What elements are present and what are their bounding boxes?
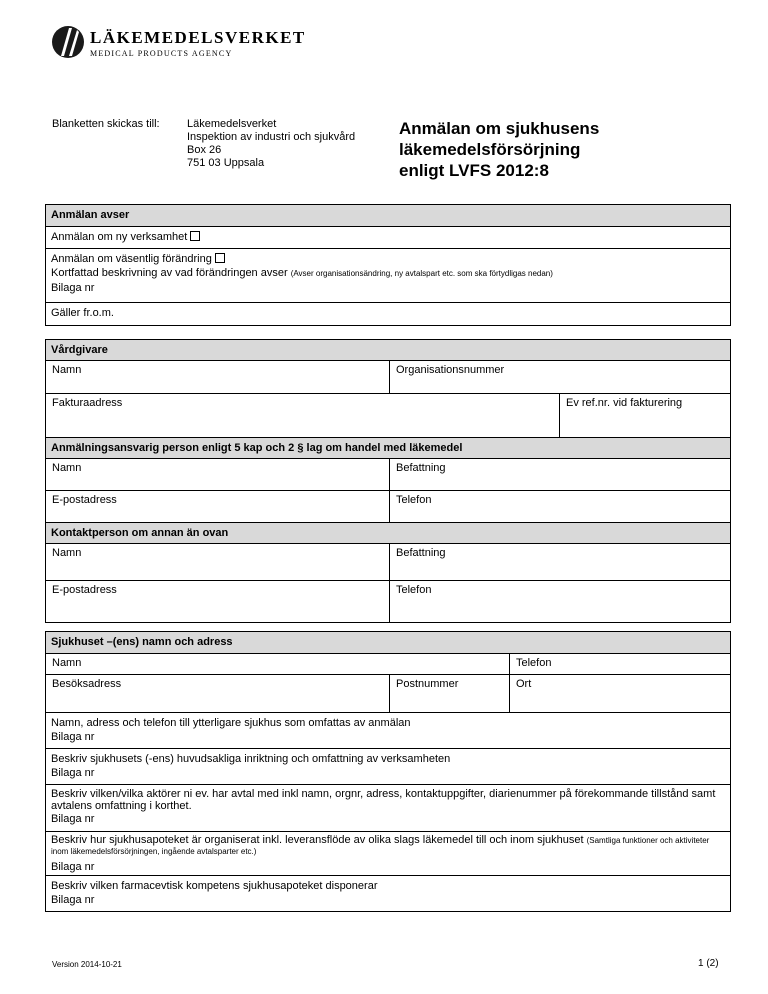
address-line: Inspektion av industri och sjukvård	[187, 131, 356, 143]
title-line: läkemedelsförsörjning	[399, 140, 581, 159]
logo-name: LÄKEMEDELSVERKET	[90, 28, 306, 47]
contact-row-2	[46, 580, 730, 622]
new-business-checkbox[interactable]	[190, 231, 200, 241]
hospital-name-field[interactable]: Namn	[52, 657, 82, 669]
attachment-label: Bilaga nr	[51, 282, 95, 294]
provider-row-1	[46, 360, 730, 393]
new-business-label: Anmälan om ny verksamhet	[51, 231, 188, 243]
document-title	[399, 118, 599, 181]
responsible-row-2	[46, 490, 730, 522]
address-line: Box 26	[187, 144, 222, 156]
section-heading: Vårdgivare	[46, 340, 730, 360]
hospital-row-2	[46, 674, 730, 712]
section-heading: Anmälan avser	[46, 205, 730, 226]
invoice-address-field[interactable]: Fakturaadress	[52, 397, 123, 409]
visit-address-field[interactable]: Besöksadress	[52, 678, 122, 690]
send-to-label: Blanketten skickas till:	[52, 118, 160, 130]
section-care-provider	[45, 339, 731, 623]
pharmacy-organisation-field[interactable]	[46, 831, 730, 875]
address-line: 751 03 Uppsala	[187, 157, 265, 169]
change-row	[46, 248, 730, 302]
question-text: Beskriv vilken farmacevtisk kompetens sjukhusapoteket disponerar	[51, 880, 378, 892]
hospital-row-1	[46, 653, 730, 674]
provider-row-2	[46, 393, 730, 437]
contact-heading: Kontaktperson om annan än ovan	[46, 522, 730, 543]
question-text: Beskriv sjukhusets (-ens) huvudsakliga inriktning och omfattning av verksamheten	[51, 753, 451, 765]
contact-email-field[interactable]: E-postadress	[52, 584, 117, 596]
section-heading: Sjukhuset –(ens) namn och adress	[46, 632, 730, 653]
responsible-row-1	[46, 458, 730, 490]
contact-row-1	[46, 543, 730, 580]
question-text: Beskriv hur sjukhusapoteket är organiserat inkl. leveransflöde av olika slags läkemedel till och inom sjukhuset	[51, 834, 584, 846]
contact-phone-field[interactable]: Telefon	[389, 581, 730, 622]
valid-from-field[interactable]: Gäller fr.o.m.	[46, 302, 730, 325]
hospital-focus-field[interactable]	[46, 748, 730, 784]
section-hospital	[45, 631, 731, 912]
attachment-label: Bilaga nr	[51, 861, 95, 873]
new-business-row	[46, 226, 730, 248]
responsible-email-field[interactable]: E-postadress	[52, 494, 117, 506]
section-notification-type	[45, 204, 731, 326]
agency-logo	[52, 26, 306, 66]
attachment-label: Bilaga nr	[51, 813, 95, 825]
logo-mark-icon	[52, 26, 84, 58]
additional-hospitals-field[interactable]	[46, 712, 730, 748]
version-label: Version 2014-10-21	[52, 960, 122, 969]
contract-actors-field[interactable]	[46, 784, 730, 831]
ref-number-field[interactable]: Ev ref.nr. vid fakturering	[559, 394, 730, 437]
responsible-name-field[interactable]: Namn	[52, 462, 82, 474]
recipient-address	[187, 118, 355, 170]
city-field[interactable]: Ort	[509, 675, 730, 712]
attachment-label: Bilaga nr	[51, 767, 95, 779]
short-desc-note: (Avser organisationsändring, ny avtalspart etc. som ska förtydligas nedan)	[290, 269, 553, 278]
contact-position-field[interactable]: Befattning	[389, 544, 730, 580]
attachment-label: Bilaga nr	[51, 894, 95, 906]
question-note: (Samtliga funktioner och aktiviteter inom läkemedelsförsörjningen, ingående avtalsparter etc.)	[51, 836, 710, 856]
provider-name-field[interactable]: Namn	[52, 364, 82, 376]
title-line: Anmälan om sjukhusens	[399, 119, 600, 138]
change-label: Anmälan om väsentlig förändring	[51, 253, 212, 265]
contact-name-field[interactable]: Namn	[52, 547, 82, 559]
question-text: Beskriv vilken/vilka aktörer ni ev. har avtal med inkl namn, orgnr, adress, kontaktuppgifter, diarienummer på förekommande tillstånd samt avtalens omfattning i korthet.	[51, 788, 716, 812]
change-checkbox[interactable]	[215, 253, 225, 263]
logo-subtitle: MEDICAL PRODUCTS AGENCY	[90, 49, 233, 58]
hospital-phone-field[interactable]: Telefon	[509, 654, 730, 674]
question-text: Namn, adress och telefon till ytterligare sjukhus som omfattas av anmälan	[51, 717, 411, 729]
responsible-position-field[interactable]: Befattning	[389, 459, 730, 490]
pharmaceutical-competence-field[interactable]	[46, 875, 730, 911]
responsible-phone-field[interactable]: Telefon	[389, 491, 730, 522]
address-line: Läkemedelsverket	[187, 118, 277, 130]
page-number: 1 (2)	[698, 958, 719, 969]
org-number-field[interactable]: Organisationsnummer	[389, 361, 730, 393]
title-line: enligt LVFS 2012:8	[399, 161, 549, 180]
postal-number-field[interactable]: Postnummer	[389, 675, 509, 712]
responsible-heading: Anmälningsansvarig person enligt 5 kap och 2 § lag om handel med läkemedel	[46, 437, 730, 458]
attachment-label: Bilaga nr	[51, 731, 95, 743]
short-desc-label: Kortfattad beskrivning av vad förändringen avser	[51, 267, 288, 279]
